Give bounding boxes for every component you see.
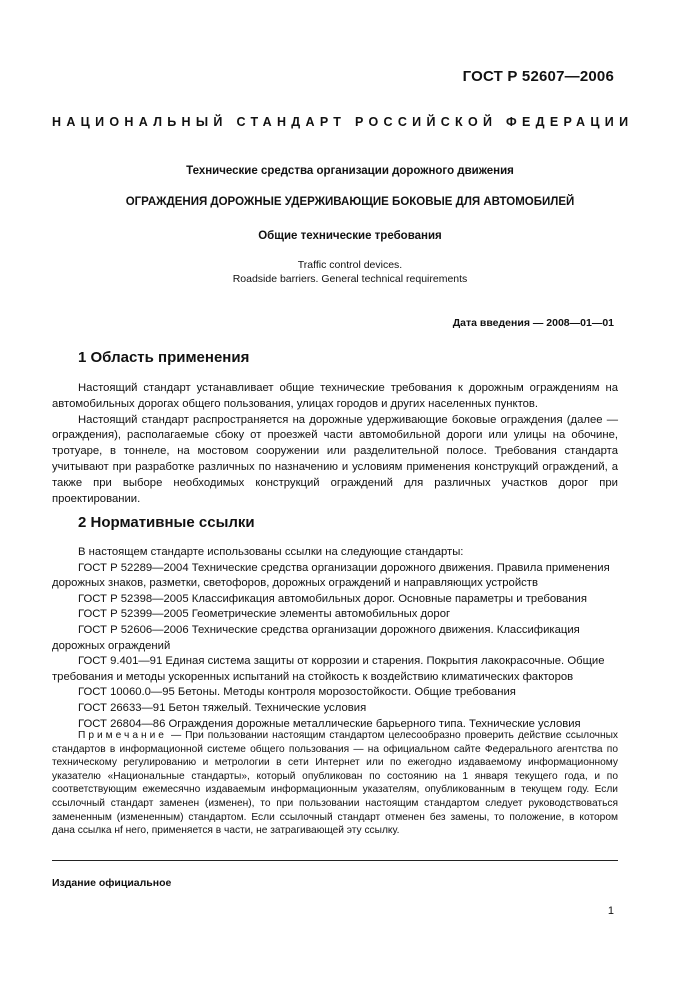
note-label: Примечание [78, 730, 167, 741]
standard-category: Технические средства организации дорожного движения [186, 165, 514, 177]
english-title-line-2: Roadside barriers. General technical requirements [232, 273, 468, 285]
section-1-body [52, 381, 618, 507]
footer-divider [52, 860, 618, 861]
reference-item: ГОСТ 26804—86 Ограждения дорожные металлические барьерного типа. Технические условия [78, 717, 581, 730]
references-intro: В настоящем стандарте использованы ссылки на следующие стандарты: [78, 546, 464, 558]
note-text: — При пользовании настоящим стандартом целесообразно проверить действие ссылочных стандартов в информационной системе общего пользования — на официальном сайте Федерального агентства по техническому регулированию и метрологии в сети Интернет или по ежегодно издаваемому информационному указателю «Национальные стандарты», который опубликован по состоянию на 1 января текущего года, и по соответствующим ежемесячно издаваемым информационным указателям, опубликованным в текущем году. Если ссылочный стандарт заменен (изменен), то при пользовании настоящим стандартом следует руководствоваться замененным (измененным) стандартом. Если ссылочный стандарт отменен без замены, то положение, в котором дана ссылка нf него, применяется в части, не затрагивающей эту ссылку. [52, 730, 618, 837]
reference-item: ГОСТ Р 52606—2006 Технические средства организации дорожного движения. Классификация дорожных ограждений [52, 623, 580, 652]
national-standard-banner: НАЦИОНАЛЬНЫЙ СТАНДАРТ РОССИЙСКОЙ ФЕДЕРАЦИИ [52, 115, 634, 129]
note-block [52, 729, 618, 838]
section-1-title: 1 Область применения [78, 349, 250, 366]
page-number: 1 [607, 905, 614, 917]
reference-item: ГОСТ Р 52289—2004 Технические средства организации дорожного движения. Правила применения дорожных знаков, разметки, светофоров, дорожных ограждений и направляющих устройств [52, 561, 610, 590]
reference-item: ГОСТ Р 52398—2005 Классификация автомобильных дорог. Основные параметры и требования [78, 592, 587, 605]
section-2-title: 2 Нормативные ссылки [78, 514, 255, 531]
document-subtitle: Общие технические требования [258, 230, 442, 242]
reference-item: ГОСТ 9.401—91 Единая система защиты от коррозии и старения. Покрытия лакокрасочные. Общие требования и методы ускоренных испытаний на стойкость к воздействию климатических факторов [52, 655, 605, 683]
document-code: ГОСТ Р 52607—2006 [462, 68, 614, 85]
section-1-paragraph: Настоящий стандарт распространяется на дорожные удерживающие боковые ограждения (далее — ограждения), располагаемые сбоку от проезжей части автомобильной дороги или улицы на обочине, тротуаре, в тоннеле, на мостовом сооружении или разделительной полосе. Требования стандарта учитывают при разработке различных по назначению и условиям применения конструкций ограждений, а также при выборе необходимых конструкций ограждений для различных участков дорог при проектировании. [52, 413, 618, 505]
reference-item: ГОСТ Р 52399—2005 Геометрические элементы автомобильных дорог [78, 608, 451, 621]
references-list [52, 545, 618, 732]
english-title [0, 258, 700, 286]
reference-item: ГОСТ 10060.0—95 Бетоны. Методы контроля морозостойкости. Общие требования [78, 686, 516, 699]
english-title-line-1: Traffic control devices. [297, 259, 403, 271]
introduction-date: Дата введения — 2008—01—01 [452, 317, 614, 329]
official-edition-label: Издание официальное [52, 877, 172, 889]
section-1-paragraph: Настоящий стандарт устанавливает общие технические требования к дорожным ограждениям на автомобильных дорогах общего пользования, улицах городов и других населенных пунктов. [52, 382, 618, 410]
reference-item: ГОСТ 26633—91 Бетон тяжелый. Технические условия [78, 701, 367, 714]
note-paragraph [52, 729, 618, 838]
document-title: ОГРАЖДЕНИЯ ДОРОЖНЫЕ УДЕРЖИВАЮЩИЕ БОКОВЫЕ ДЛЯ АВТОМОБИЛЕЙ [125, 196, 575, 208]
